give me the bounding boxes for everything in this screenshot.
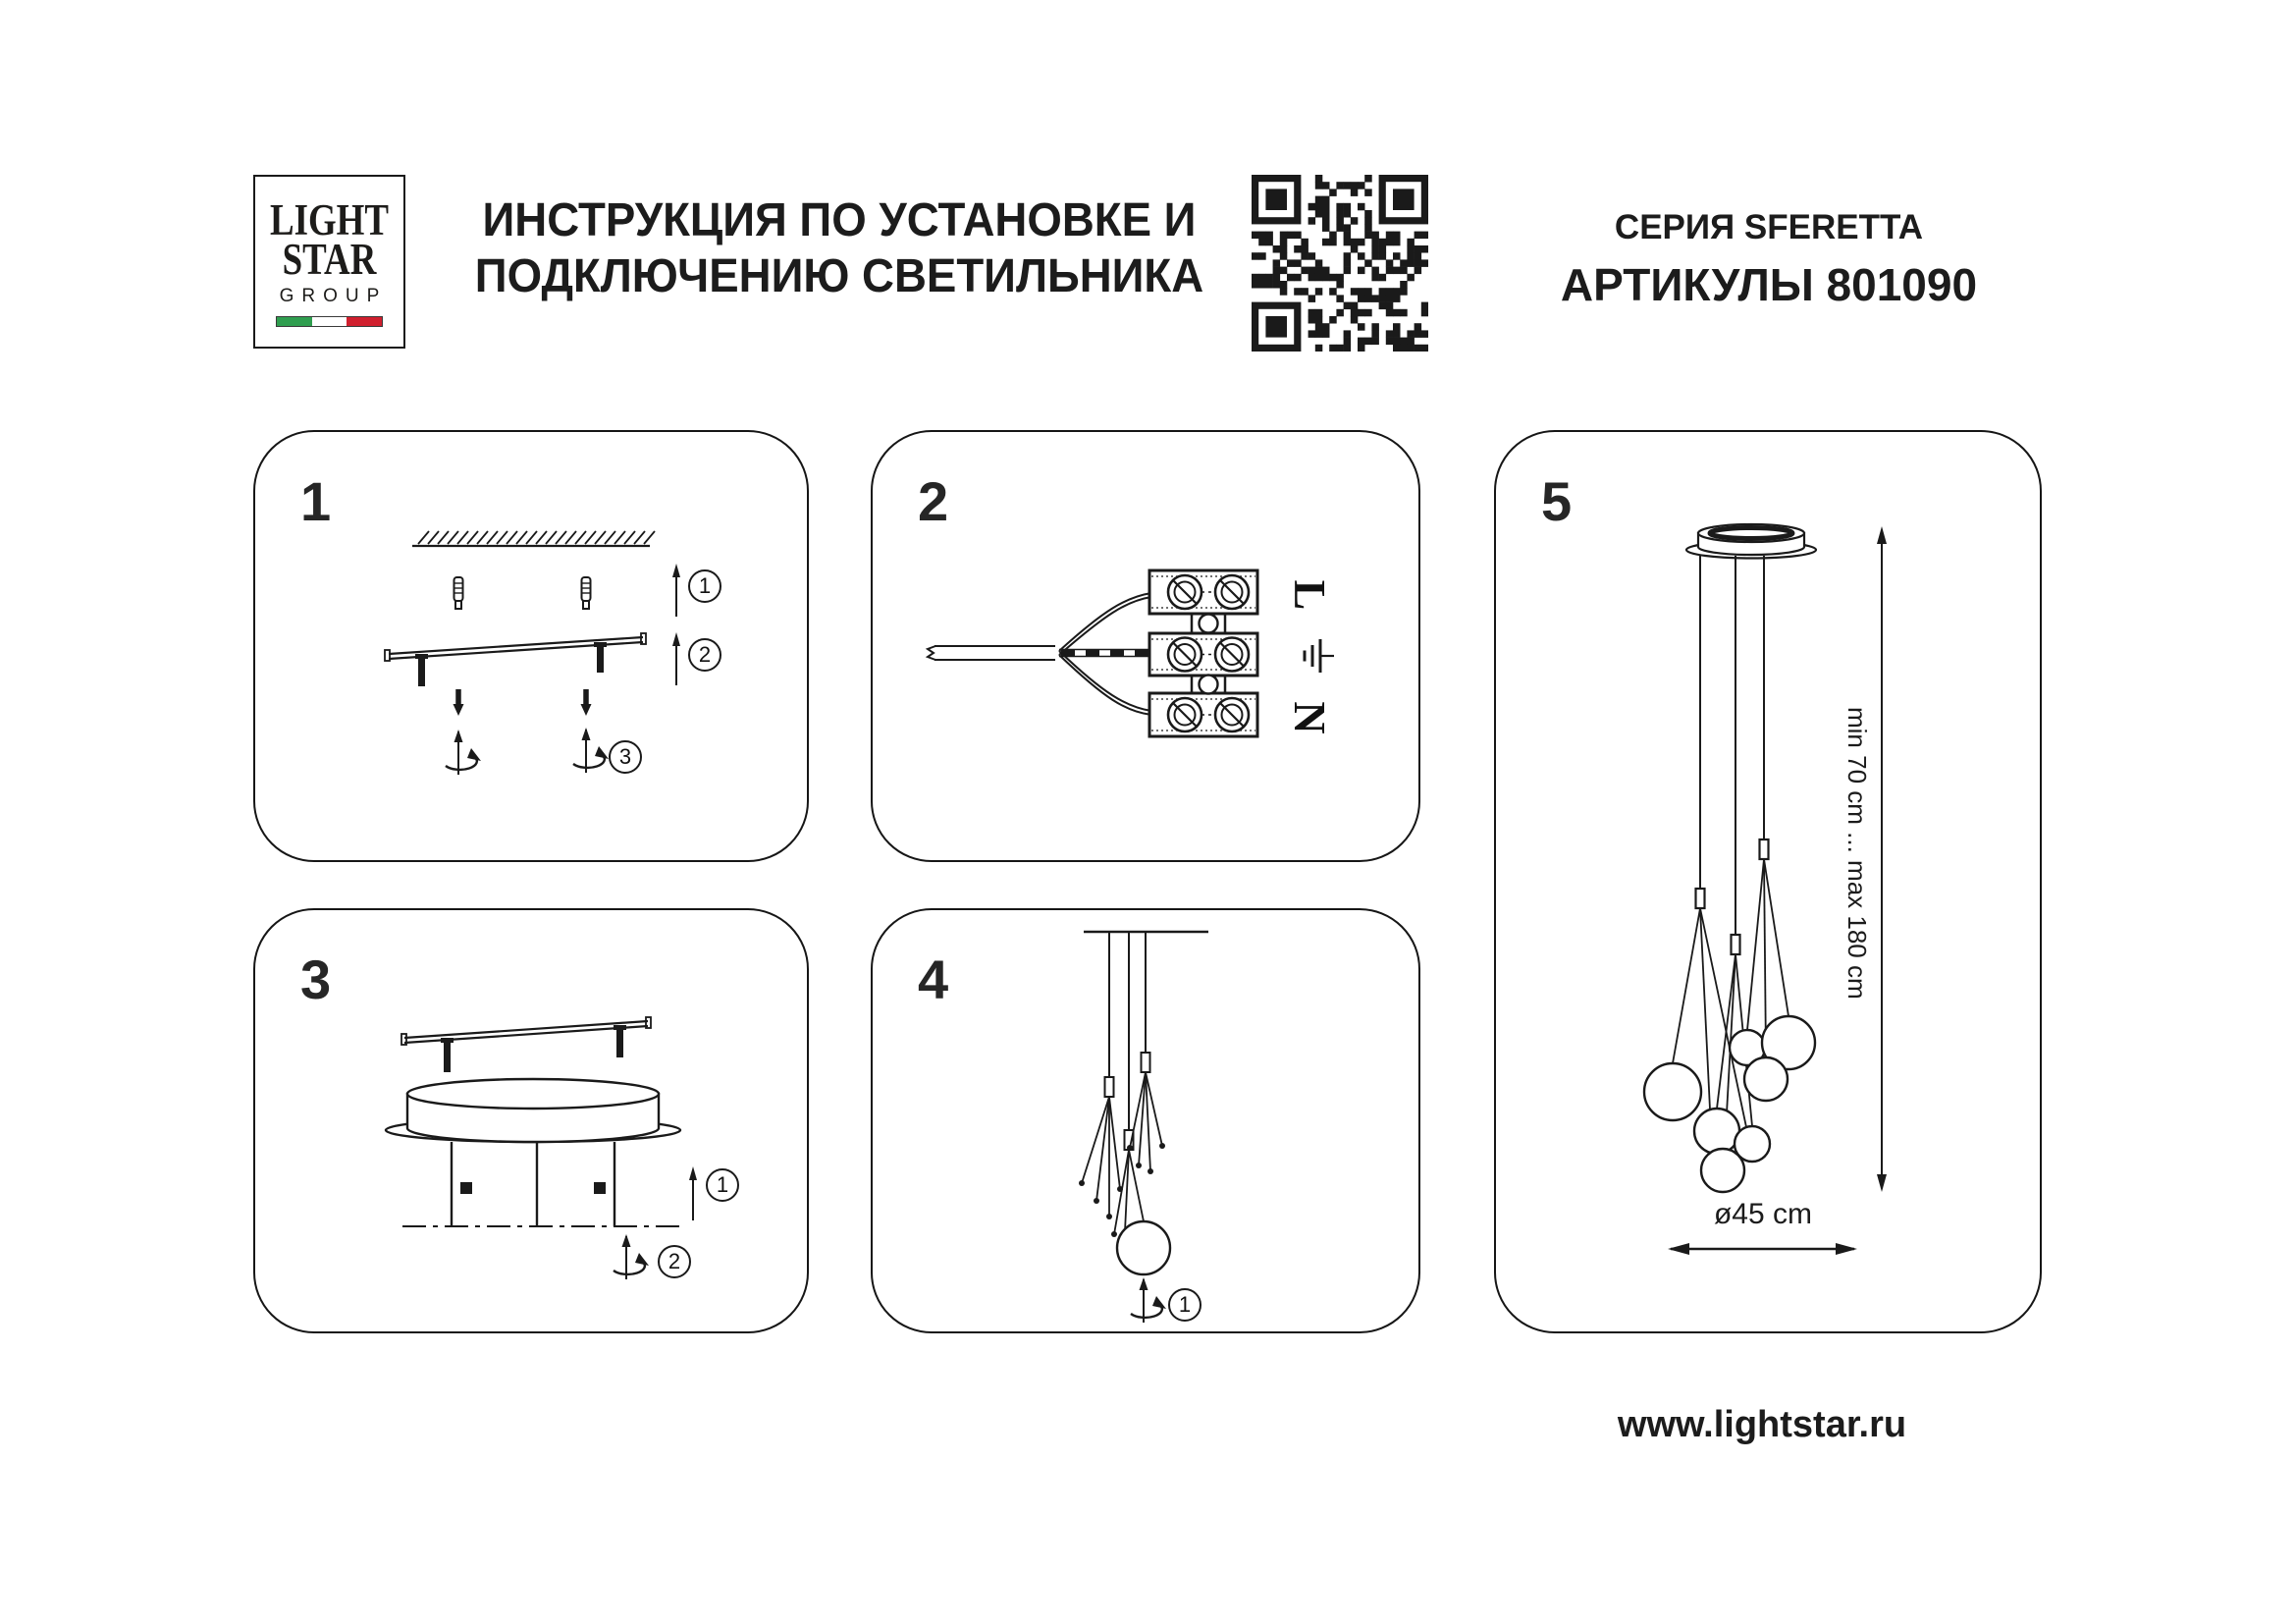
step-4-number: 4 bbox=[918, 948, 949, 1010]
step-2-drawing bbox=[873, 432, 1417, 859]
ceiling-hatch bbox=[418, 531, 655, 544]
flag-white bbox=[312, 317, 347, 326]
step-badge-1: 1 bbox=[1168, 1288, 1201, 1322]
screw-down-arrow bbox=[581, 689, 592, 716]
lightstar-logo bbox=[253, 175, 405, 349]
wire-earth bbox=[1059, 650, 1149, 657]
step-3-panel bbox=[253, 908, 809, 1333]
mounting-bracket bbox=[385, 633, 646, 686]
wall-anchor bbox=[454, 577, 463, 609]
canopy-legs bbox=[402, 1142, 684, 1226]
title-line-2: ПОДКЛЮЧЕНИЮ СВЕТИЛЬНИКА bbox=[474, 250, 1204, 302]
sphere-cluster bbox=[1644, 1016, 1815, 1192]
ceiling-canopy bbox=[1686, 524, 1816, 559]
suspension-cords bbox=[1696, 556, 1769, 954]
label-neutral: N bbox=[1285, 701, 1336, 734]
step-1-number: 1 bbox=[300, 470, 332, 532]
label-live: L bbox=[1285, 579, 1336, 611]
step-3-drawing bbox=[255, 910, 806, 1330]
italian-flag-stripe bbox=[276, 316, 383, 327]
strip-hole bbox=[1200, 676, 1218, 694]
rotate-symbol bbox=[573, 728, 609, 773]
logo-word-light: LIGHT bbox=[269, 195, 389, 244]
step-arrow-1 bbox=[672, 564, 680, 617]
rotate-symbol bbox=[1131, 1277, 1166, 1323]
wire-neutral bbox=[1059, 651, 1151, 715]
product-info bbox=[1529, 208, 2008, 311]
suspension-cord bbox=[1127, 932, 1165, 1174]
title-line-1: ИНСТРУКЦИЯ ПО УСТАНОВКЕ И bbox=[482, 194, 1197, 246]
step-5-panel bbox=[1494, 430, 2042, 1333]
qr-code-image bbox=[1252, 175, 1428, 352]
flag-green bbox=[277, 317, 312, 326]
step-5-number: 5 bbox=[1541, 470, 1573, 532]
width-dimension-label: ø45 cm bbox=[1713, 1198, 1813, 1230]
step-badge-2: 2 bbox=[658, 1245, 691, 1278]
step-badge-1: 1 bbox=[688, 569, 721, 603]
step-4-panel bbox=[871, 908, 1420, 1333]
glass-sphere bbox=[1117, 1221, 1170, 1274]
strip-hole bbox=[1200, 615, 1218, 633]
step-5-drawing bbox=[1496, 432, 2039, 1330]
earth-symbol bbox=[1305, 639, 1334, 673]
step-arrow-2 bbox=[672, 632, 680, 685]
step-badge-2: 2 bbox=[688, 638, 721, 672]
step-1-panel bbox=[253, 430, 809, 862]
qr-code bbox=[1252, 175, 1428, 352]
wire-live bbox=[1059, 593, 1151, 655]
series-name: СЕРИЯ SFERETTA bbox=[1614, 208, 1924, 246]
step-2-panel bbox=[871, 430, 1420, 862]
ceiling-canopy bbox=[386, 1079, 680, 1142]
step-2-number: 2 bbox=[918, 470, 949, 532]
suspension-cord bbox=[1111, 932, 1144, 1255]
screw-down-arrow bbox=[454, 689, 464, 716]
step-4-drawing bbox=[873, 910, 1417, 1330]
page-title bbox=[443, 192, 1236, 304]
logo-word-group: GROUP bbox=[279, 286, 388, 306]
width-dimension-arrow bbox=[1668, 1243, 1857, 1255]
height-dimension-arrow bbox=[1877, 526, 1887, 1192]
mounting-bracket bbox=[401, 1017, 651, 1072]
supply-cable bbox=[928, 646, 1055, 660]
wall-anchor bbox=[582, 577, 591, 609]
logo-word-star: STAR bbox=[282, 235, 377, 284]
website-url: www.lightstar.ru bbox=[1617, 1404, 1907, 1445]
step-badge-1: 1 bbox=[706, 1168, 739, 1202]
step-badge-3: 3 bbox=[609, 740, 642, 774]
flag-red bbox=[347, 317, 382, 326]
step-3-number: 3 bbox=[300, 948, 332, 1010]
suspension-cord bbox=[1079, 932, 1123, 1219]
step-1-drawing bbox=[255, 432, 806, 859]
height-dimension-label: min 70 cm ... max 180 cm bbox=[1842, 707, 1872, 1000]
rotate-symbol bbox=[614, 1234, 649, 1279]
article-number: АРТИКУЛЫ 801090 bbox=[1560, 259, 1978, 310]
rotate-symbol bbox=[446, 730, 481, 775]
step-arrow-1 bbox=[689, 1166, 697, 1220]
